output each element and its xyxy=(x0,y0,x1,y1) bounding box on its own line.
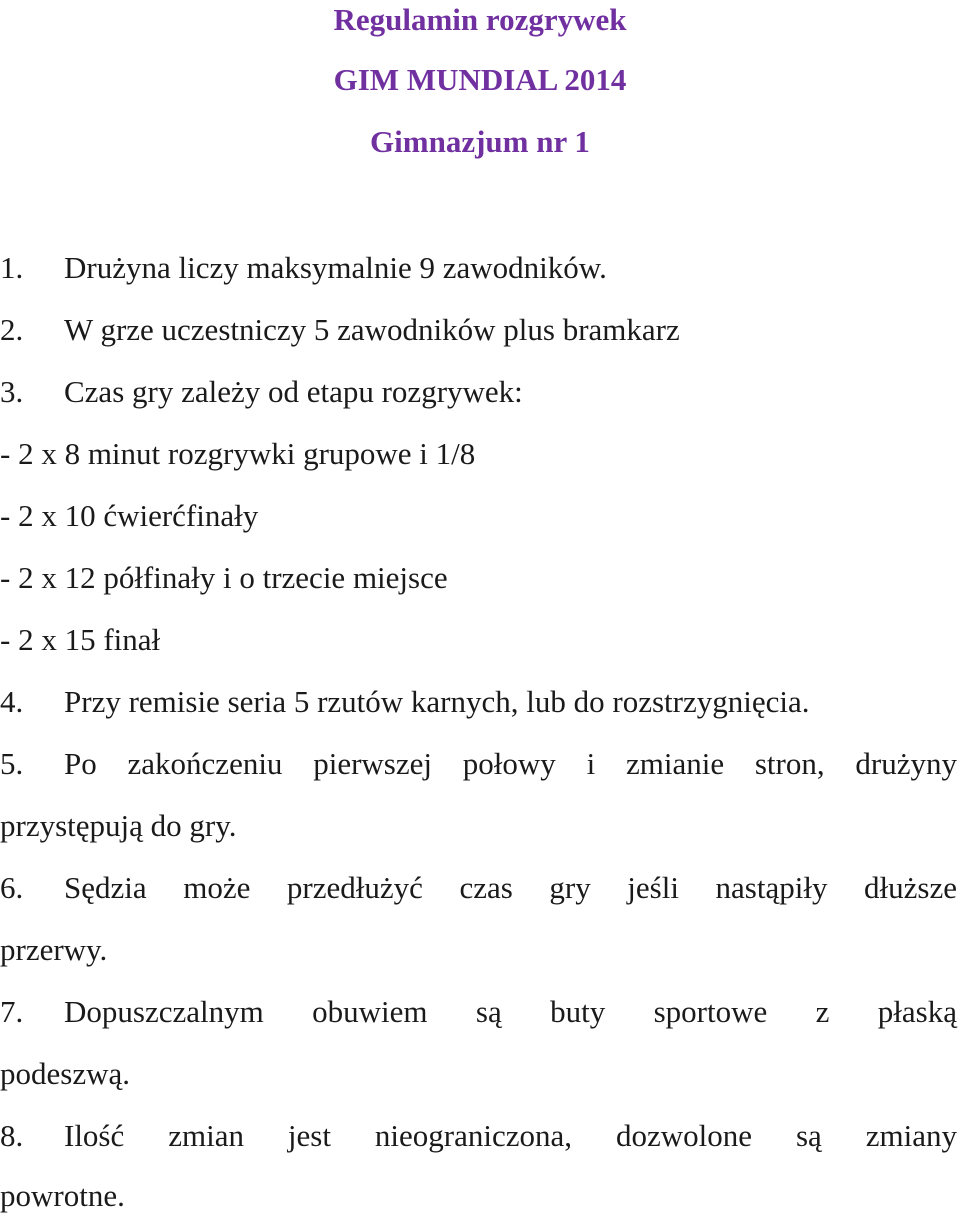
rule-text: Dopuszczalnym obuwiem są buty sportowe z płaską xyxy=(64,994,957,1029)
rule-item-6 xyxy=(0,868,957,908)
rule-item-4 xyxy=(0,682,957,722)
duration-item: - 2 x 8 minut rozgrywki grupowe i 1/8 xyxy=(0,436,476,471)
rule-number: 6. xyxy=(0,870,24,905)
rule-number: 3. xyxy=(0,374,24,409)
rule-number: 4. xyxy=(0,684,24,719)
document-school: Gimnazjum nr 1 xyxy=(370,124,590,159)
rule-number: 8. xyxy=(0,1118,24,1153)
rule-text: Drużyna liczy maksymalnie 9 zawodników. xyxy=(64,250,607,285)
rule-number: 1. xyxy=(0,250,24,285)
rule-item-8 xyxy=(0,1116,957,1156)
rule-text: Sędzia może przedłużyć czas gry jeśli nastąpiły dłuższe xyxy=(64,870,957,905)
rule-item-2 xyxy=(0,310,957,350)
rule-number: 2. xyxy=(0,312,24,347)
rule-continuation: powrotne. xyxy=(0,1178,125,1213)
rule-continuation: podeszwą. xyxy=(0,1056,130,1091)
rule-text: Po zakończeniu pierwszej połowy i zmianie stron, drużyny xyxy=(64,746,957,781)
rule-number: 5. xyxy=(0,746,24,781)
rule-continuation: przystępują do gry. xyxy=(0,808,237,843)
rule-item-7 xyxy=(0,992,957,1032)
document-subtitle: GIM MUNDIAL 2014 xyxy=(333,62,627,97)
rule-item-5 xyxy=(0,744,957,784)
duration-item: - 2 x 10 ćwierćfinały xyxy=(0,498,259,533)
rule-text: Przy remisie seria 5 rzutów karnych, lub do rozstrzygnięcia. xyxy=(64,684,810,719)
rule-text: W grze uczestniczy 5 zawodników plus bramkarz xyxy=(64,312,680,347)
rule-text: Ilość zmian jest nieograniczona, dozwolone są zmiany xyxy=(64,1118,957,1153)
rule-number: 7. xyxy=(0,994,24,1029)
duration-item: - 2 x 15 finał xyxy=(0,622,161,657)
rule-item-3 xyxy=(0,372,957,412)
duration-item: - 2 x 12 półfinały i o trzecie miejsce xyxy=(0,560,448,595)
rule-item-1 xyxy=(0,248,957,288)
document-title: Regulamin rozgrywek xyxy=(333,2,627,37)
rule-text: Czas gry zależy od etapu rozgrywek: xyxy=(64,374,523,409)
rule-continuation: przerwy. xyxy=(0,932,108,967)
